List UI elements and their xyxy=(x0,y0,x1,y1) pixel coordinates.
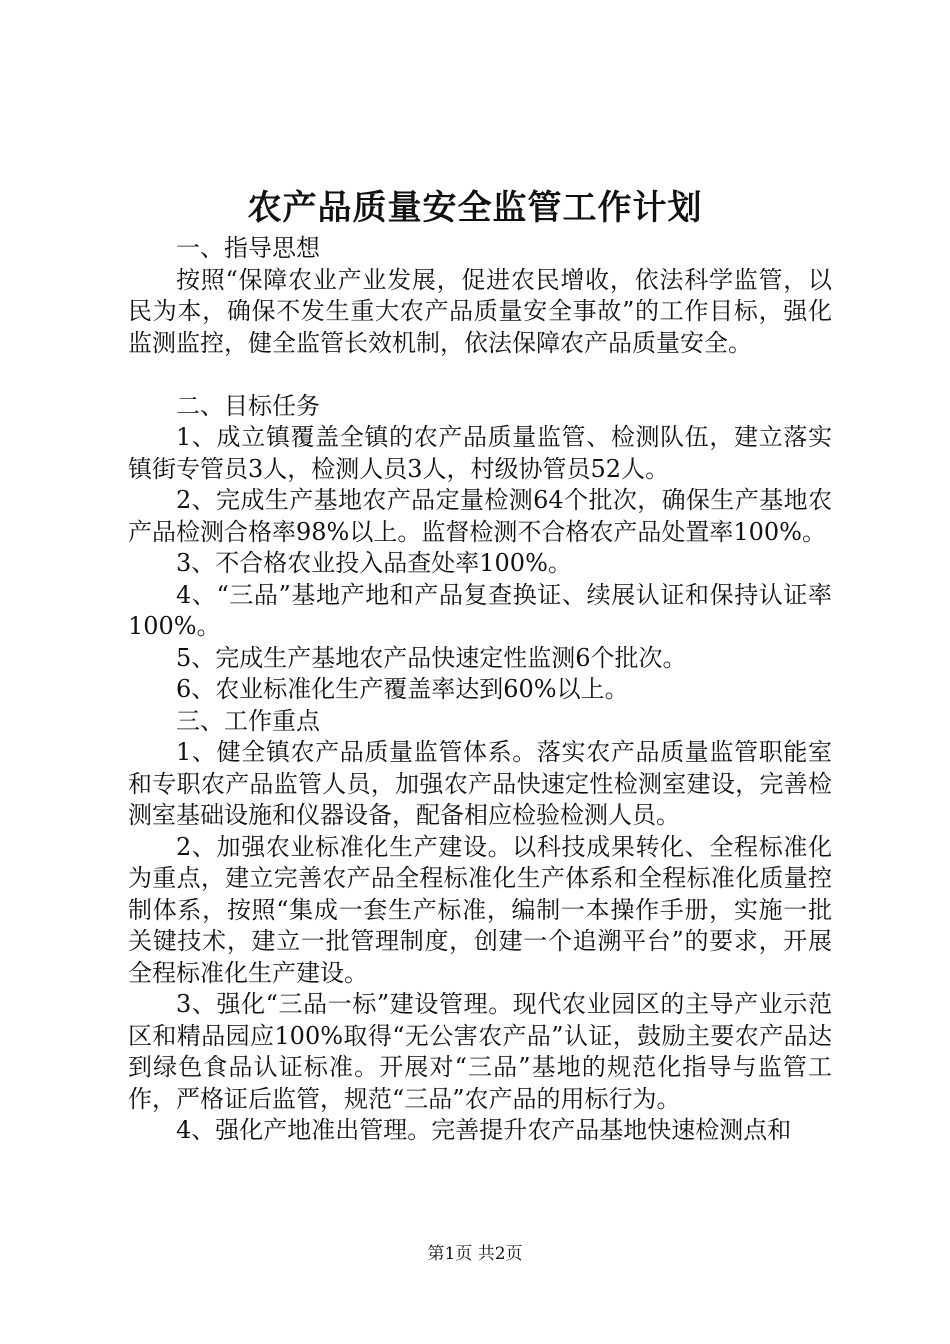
page-footer: 第1页 共2页 xyxy=(427,1244,523,1264)
paragraph: 按照“保障农业产业发展，促进农民增收，依法科学监管，以民为本，确保不发生重大农产品质量安全事故”的工作目标，强化监测监控，健全监管长效机制，依法保障农产品质量安全。 xyxy=(128,265,832,357)
paragraph: 2、完成生产基地农产品定量检测64个批次，确保生产基地农产品检测合格率98%以上。监督检测不合格农产品处置率100%。 xyxy=(128,486,832,546)
paragraph: 4、强化产地准出管理。完善提升农产品基地快速检测点和 xyxy=(176,1116,792,1144)
paragraph: 1、健全镇农产品质量监管体系。落实农产品质量监管职能室和专职农产品监管人员，加强农产品快速定性检测室建设，完善检测室基础设施和仪器设备，配备相应检验检测人员。 xyxy=(128,738,832,829)
section-heading: 三、工作重点 xyxy=(176,706,320,735)
document-body xyxy=(128,233,832,1147)
paragraph: 1、成立镇覆盖全镇的农产品质量监管、检测队伍，建立落实镇街专管员3人，检测人员3人，村级协管员52人。 xyxy=(128,423,832,483)
paragraph: 2、加强农业标准化生产建设。以科技成果转化、全程标准化为重点，建立完善农产品全程标准化生产体系和全程标准化质量控制体系，按照“集成一套生产标准，编制一本操作手册，实施一批关键技术，建立一批管理制度，创建一个追溯平台”的要求，开展全程标准化生产建设。 xyxy=(128,832,832,987)
paragraph: 6、农业标准化生产覆盖率达到60%以上。 xyxy=(176,675,629,703)
section-heading: 一、指导思想 xyxy=(176,234,320,262)
section-heading: 二、目标任务 xyxy=(176,391,320,420)
paragraph: 5、完成生产基地农产品快速定性监测6个批次。 xyxy=(176,643,687,672)
paragraph: 3、强化“三品一标”建设管理。现代农业园区的主导产业示范区和精品园应100%取得“无公害农产品”认证，鼓励主要农产品达到绿色食品认证标准。开展对“三品”基地的规范化指导与监管工作，严格证后监管，规范“三品”农产品的用标行为。 xyxy=(128,990,832,1113)
document-title: 农产品质量安全监管工作计划 xyxy=(247,188,703,228)
paragraph: 3、不合格农业投入品查处率100%。 xyxy=(176,549,572,577)
paragraph: 4、“三品”基地产地和产品复查换证、续展认证和保持认证率100%。 xyxy=(128,580,832,640)
